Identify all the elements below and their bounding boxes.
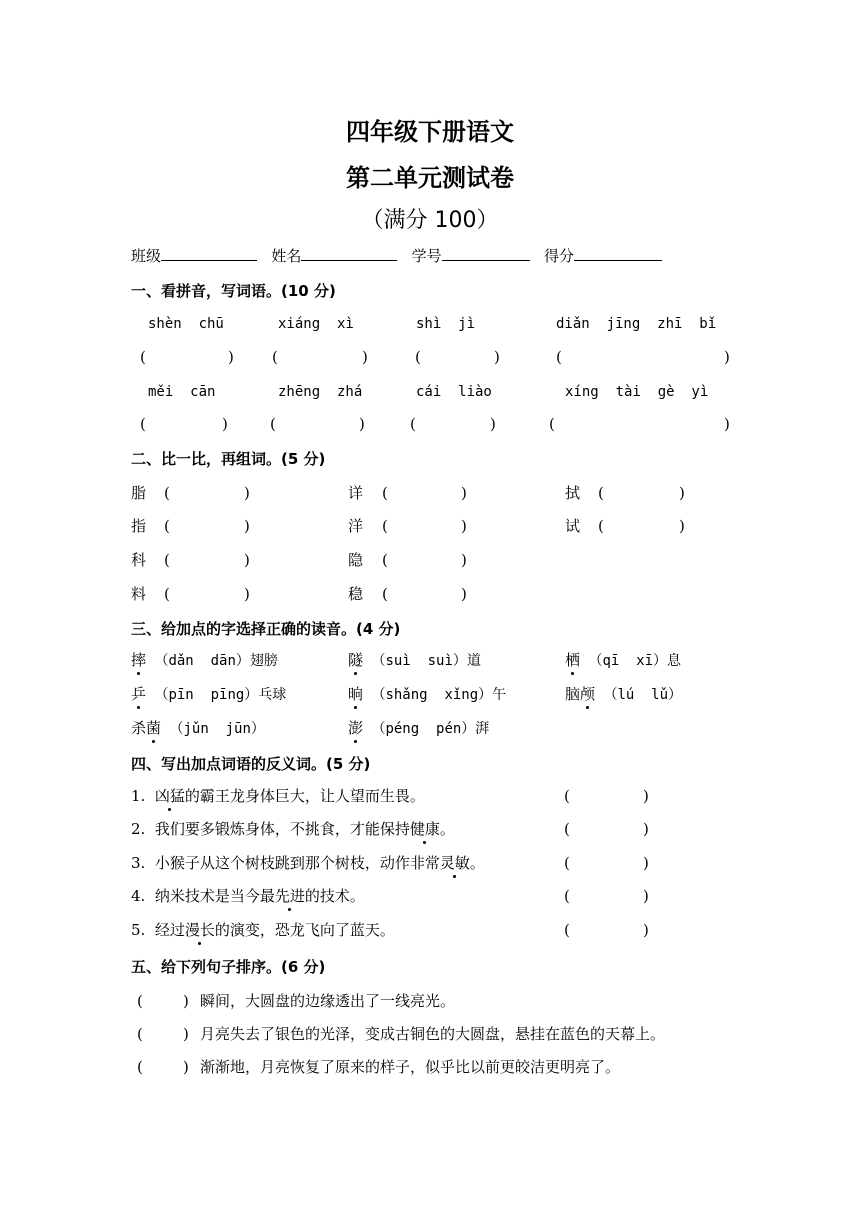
paren-close: )	[183, 992, 189, 1010]
paren-close: )	[724, 415, 730, 433]
paren-open: (	[564, 854, 570, 872]
compare-char: 拭	[565, 484, 581, 502]
antonym-item: 4. 纳米技术是当今最先进的技术。	[131, 887, 365, 905]
order-sentence: 渐渐地，月亮恢复了原来的样子，似乎比以前更皎洁更明亮了。	[200, 1058, 621, 1076]
section3-heading: 三、给加点的字选择正确的读音。(4 分)	[131, 620, 401, 638]
paren-open: (	[164, 551, 170, 569]
paren-open: (	[382, 517, 388, 535]
paren-open: (	[415, 348, 421, 366]
paren-close: )	[643, 820, 649, 838]
pinyin-1: shèn chū	[148, 316, 224, 332]
pinyin-6: zhēng zhá	[278, 384, 363, 400]
paren-close: )	[222, 415, 228, 433]
name-label: 姓名	[271, 247, 302, 265]
info-line	[131, 246, 662, 266]
paren-open: (	[382, 551, 388, 569]
compare-char: 详	[348, 484, 364, 502]
paren-open: (	[140, 348, 146, 366]
reading-item: 晌 （shǎng xǐng）午	[348, 685, 507, 703]
dotted-word: 灵敏	[439, 854, 470, 872]
class-blank[interactable]	[161, 246, 257, 261]
reading-item: 澎 （péng pén）湃	[348, 719, 490, 737]
pinyin-8: xíng tài gè yì	[565, 384, 709, 400]
paren-close: )	[643, 854, 649, 872]
antonym-item: 5. 经过漫长的演变，恐龙飞向了蓝天。	[131, 921, 395, 939]
paren-close: )	[183, 1058, 189, 1076]
dotted-char: 乒	[131, 685, 147, 703]
order-sentence: 瞬间，大圆盘的边缘透出了一线亮光。	[200, 992, 456, 1010]
dotted-char: 菌	[146, 719, 162, 737]
compare-char: 稳	[348, 585, 364, 603]
title-line-2: 第二单元测试卷	[346, 164, 514, 192]
order-sentence: 月亮失去了银色的光泽，变成古铜色的大圆盘，悬挂在蓝色的天幕上。	[200, 1025, 666, 1043]
paren-open: (	[140, 415, 146, 433]
compare-char: 科	[131, 551, 147, 569]
paren-close: )	[228, 348, 234, 366]
reading-item: 隧 （suì suì）道	[348, 651, 481, 669]
section4-heading: 四、写出加点词语的反义词。(5 分)	[131, 755, 371, 773]
paren-close: )	[461, 517, 467, 535]
class-label: 班级	[131, 247, 162, 265]
paren-close: )	[724, 348, 730, 366]
name-blank[interactable]	[301, 246, 397, 261]
compare-char: 指	[131, 517, 147, 535]
dotted-char: 澎	[348, 719, 364, 737]
paren-open: (	[564, 787, 570, 805]
pinyin-5: měi cān	[148, 384, 216, 400]
dotted-char: 栖	[565, 651, 581, 669]
dotted-char: 摔	[131, 651, 147, 669]
pinyin-2: xiáng xì	[278, 316, 354, 332]
dotted-word: 先进	[274, 887, 305, 905]
paren-open: (	[556, 348, 562, 366]
compare-char: 料	[131, 585, 147, 603]
paren-open: (	[382, 585, 388, 603]
paren-close: )	[643, 787, 649, 805]
paren-close: )	[643, 887, 649, 905]
reading-item: 脑颅 （lú lǔ）	[565, 685, 683, 703]
paren-close: )	[461, 585, 467, 603]
dotted-char: 晌	[348, 685, 364, 703]
paren-open: (	[410, 415, 416, 433]
paren-open: (	[164, 585, 170, 603]
dotted-char: 颅	[580, 685, 596, 703]
dotted-word: 健康	[409, 820, 440, 838]
paren-open: (	[564, 921, 570, 939]
pinyin-7: cái liào	[416, 384, 492, 400]
paren-close: )	[643, 921, 649, 939]
paren-close: )	[362, 348, 368, 366]
compare-char: 洋	[348, 517, 364, 535]
paren-open: (	[598, 517, 604, 535]
paren-close: )	[679, 484, 685, 502]
title-line-1: 四年级下册语文	[346, 118, 514, 146]
pinyin-3: shì jì	[416, 316, 476, 332]
paren-open: (	[564, 820, 570, 838]
paren-close: )	[359, 415, 365, 433]
title-line-3: （满分 100）	[361, 208, 499, 233]
paren-close: )	[244, 551, 250, 569]
reading-item: 摔 （dǎn dān）翅膀	[131, 651, 278, 669]
score-blank[interactable]	[574, 246, 662, 261]
reading-item: 乒 （pīn pīng）乓球	[131, 685, 287, 703]
paren-close: )	[244, 517, 250, 535]
paren-open: (	[137, 992, 143, 1010]
paren-open: (	[549, 415, 555, 433]
antonym-item: 3. 小猴子从这个树枝跳到那个树枝，动作非常灵敏。	[131, 854, 485, 872]
antonym-item: 1. 凶猛的霸王龙身体巨大，让人望而生畏。	[131, 787, 425, 805]
paren-open: (	[164, 484, 170, 502]
paren-open: (	[382, 484, 388, 502]
reading-item: 栖 （qī xī）息	[565, 651, 682, 669]
paren-close: )	[461, 551, 467, 569]
section2-heading: 二、比一比，再组词。(5 分)	[131, 450, 326, 468]
paren-open: (	[137, 1058, 143, 1076]
dotted-char: 隧	[348, 651, 364, 669]
paren-open: (	[164, 517, 170, 535]
compare-char: 脂	[131, 484, 147, 502]
paren-close: )	[244, 484, 250, 502]
paren-close: )	[679, 517, 685, 535]
dotted-word: 凶猛	[154, 787, 185, 805]
compare-char: 试	[565, 517, 581, 535]
paren-open: (	[598, 484, 604, 502]
dotted-word: 漫长	[184, 921, 215, 939]
number-label: 学号	[411, 247, 442, 265]
paren-open: (	[137, 1025, 143, 1043]
paren-close: )	[461, 484, 467, 502]
antonym-item: 2. 我们要多锻炼身体，不挑食，才能保持健康。	[131, 820, 455, 838]
section5-heading: 五、给下列句子排序。(6 分)	[131, 958, 326, 976]
paren-open: (	[564, 887, 570, 905]
score-label: 得分	[543, 247, 574, 265]
number-blank[interactable]	[442, 246, 530, 261]
compare-char: 隐	[348, 551, 364, 569]
paren-close: )	[183, 1025, 189, 1043]
reading-item: 杀菌 （jǔn jūn）	[131, 719, 265, 737]
pinyin-4: diǎn jīng zhī bǐ	[556, 316, 717, 332]
paren-open: (	[272, 348, 278, 366]
paren-close: )	[490, 415, 496, 433]
section1-heading: 一、看拼音，写词语。(10 分)	[131, 282, 336, 300]
paren-open: (	[270, 415, 276, 433]
paren-close: )	[494, 348, 500, 366]
paren-close: )	[244, 585, 250, 603]
